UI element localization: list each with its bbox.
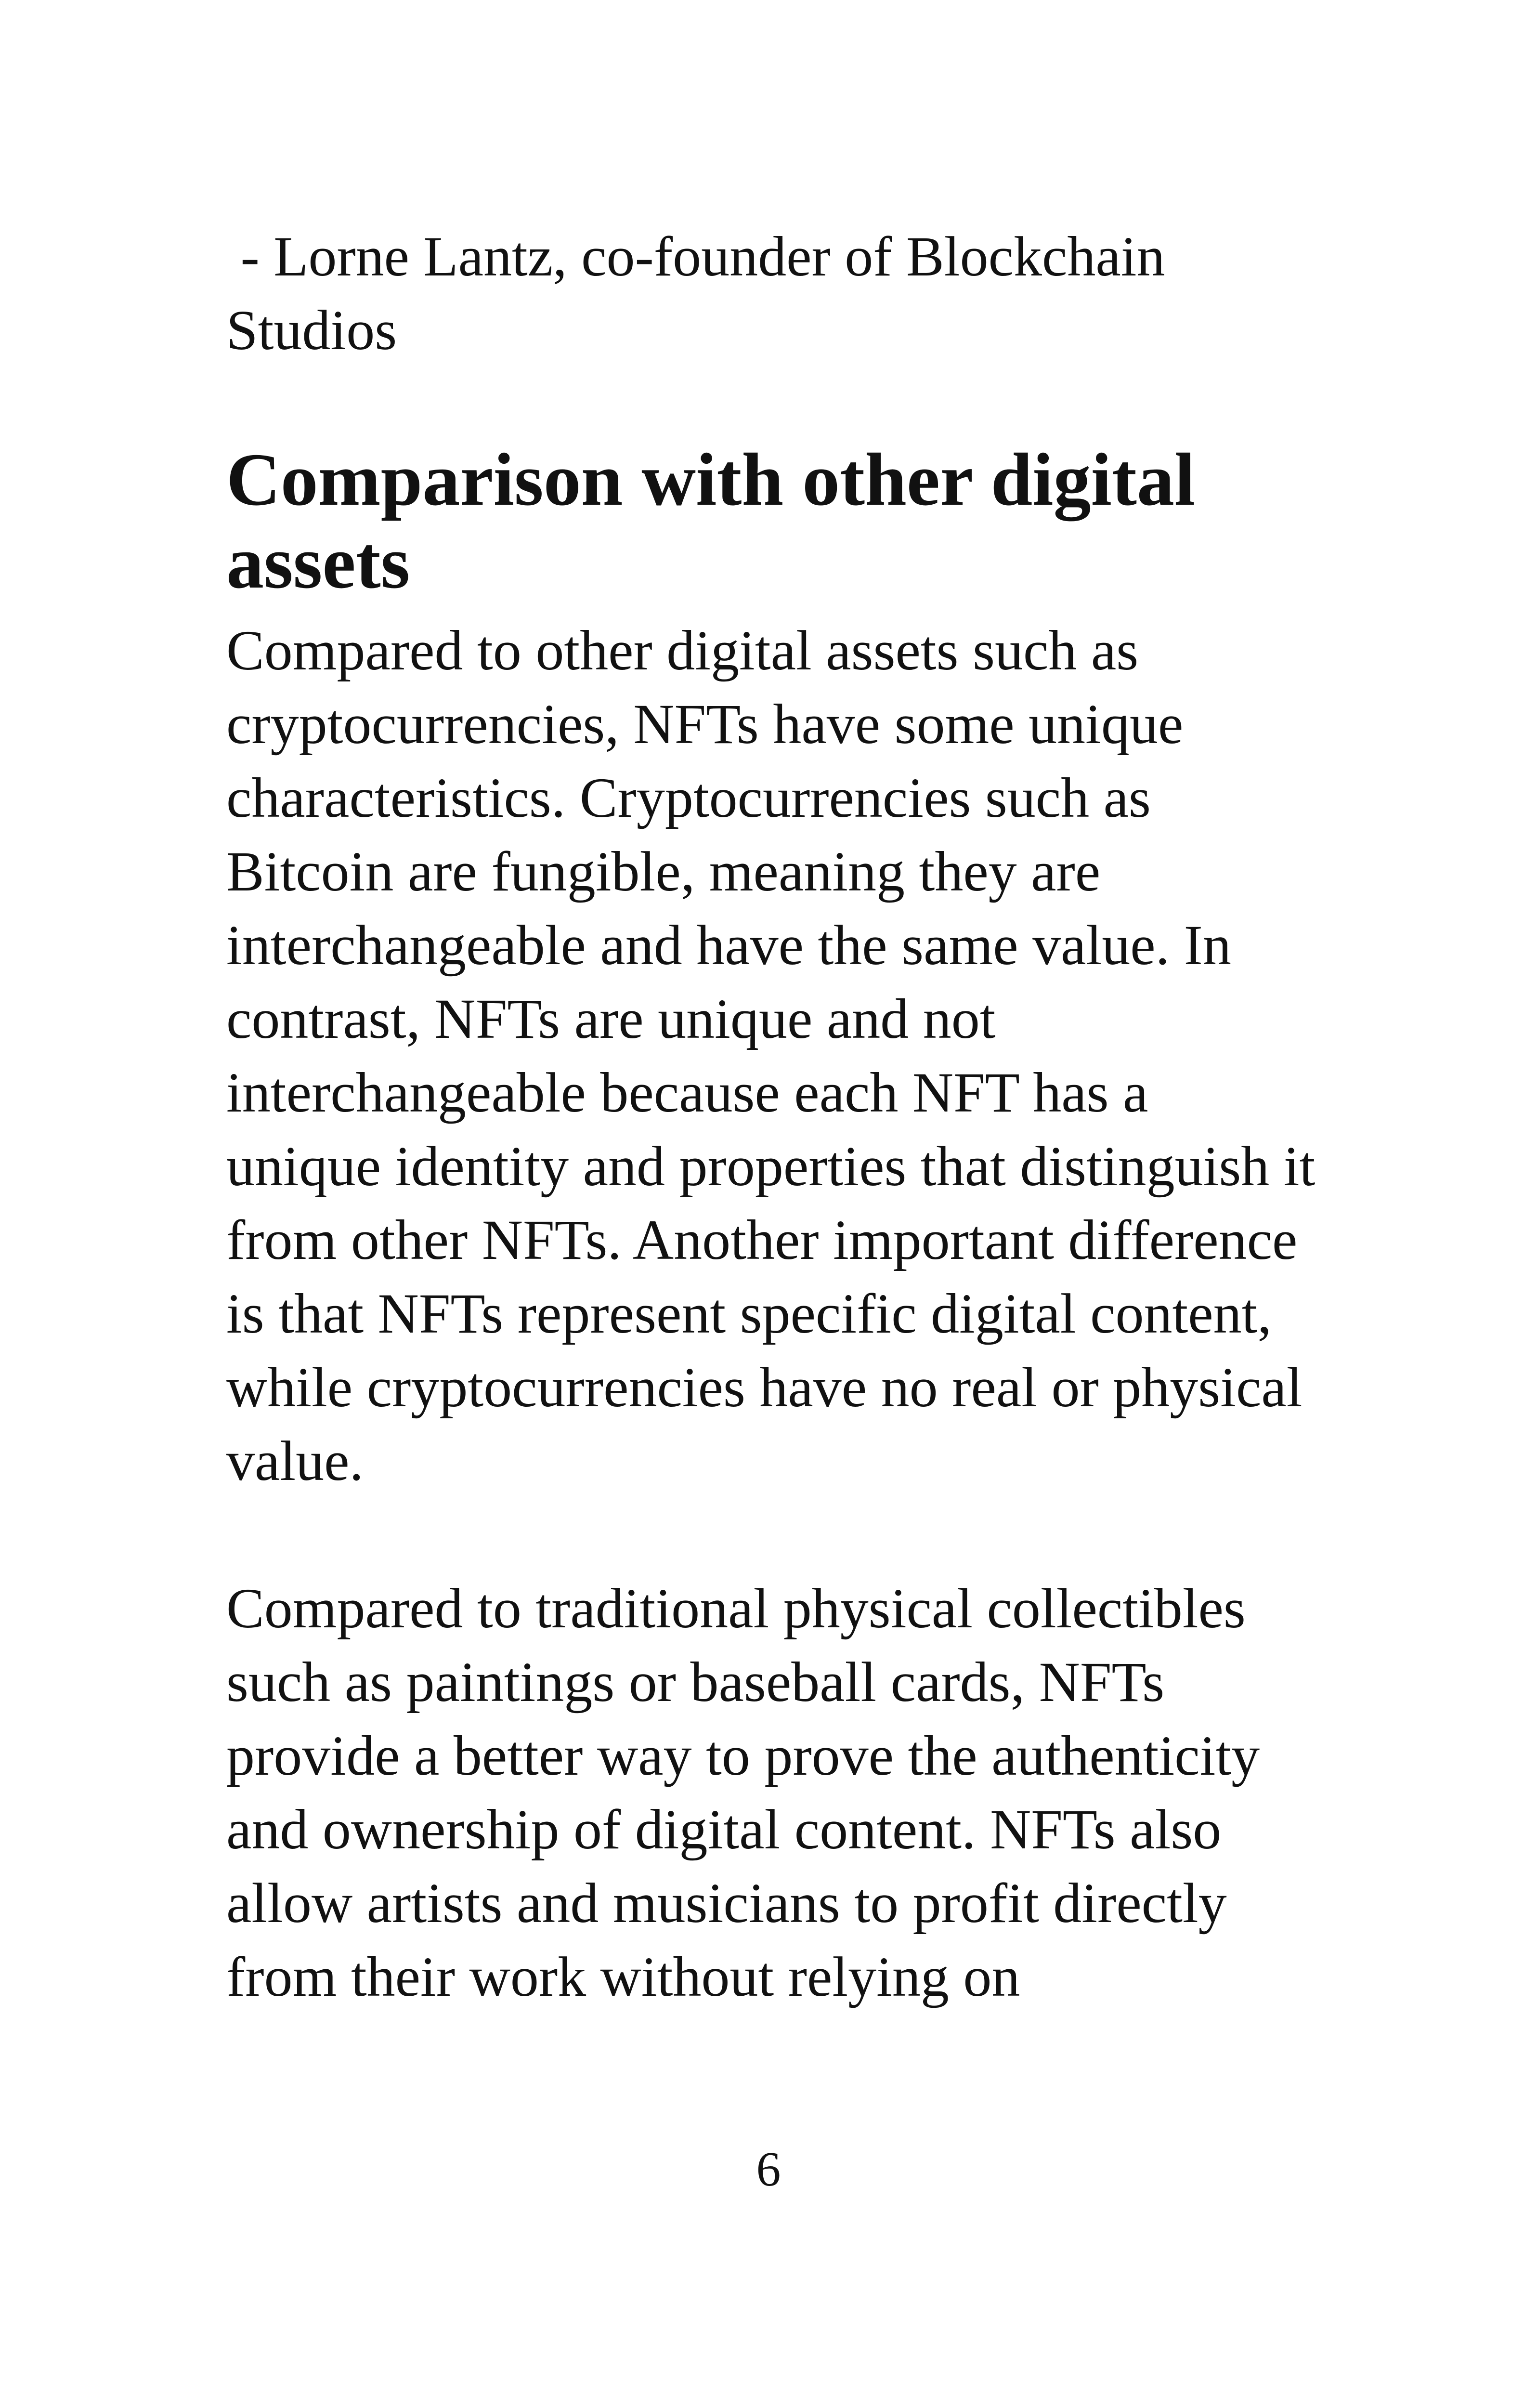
body-paragraph: Compared to traditional physical collectibles such as paintings or baseball cards, NFTs provide a better way to prove the authenticity and ownership of digital content. NFTs also allow artists and musicians to profit directly from their work without relying on — [226, 1577, 1260, 2008]
section-heading: Comparison with other digital assets — [226, 438, 1196, 604]
quote-attribution: - Lorne Lantz, co-founder of Blockchain Studios — [226, 225, 1179, 362]
page-content — [226, 220, 1317, 2014]
body-paragraph: Compared to other digital assets such as cryptocurrencies, NFTs have some unique characteristics. Cryptocurrencies such as Bitcoin are fungible, meaning they are interchangeable and have the same value. In contrast, NFTs are unique and not interchangeable because each NFT has a unique identity and properties that distinguish it from other NFTs. Another important difference is that NFTs represent specific digital content, while cryptocurrencies have no real or physical value. — [226, 619, 1316, 1492]
page-number: 6 — [756, 2142, 781, 2197]
